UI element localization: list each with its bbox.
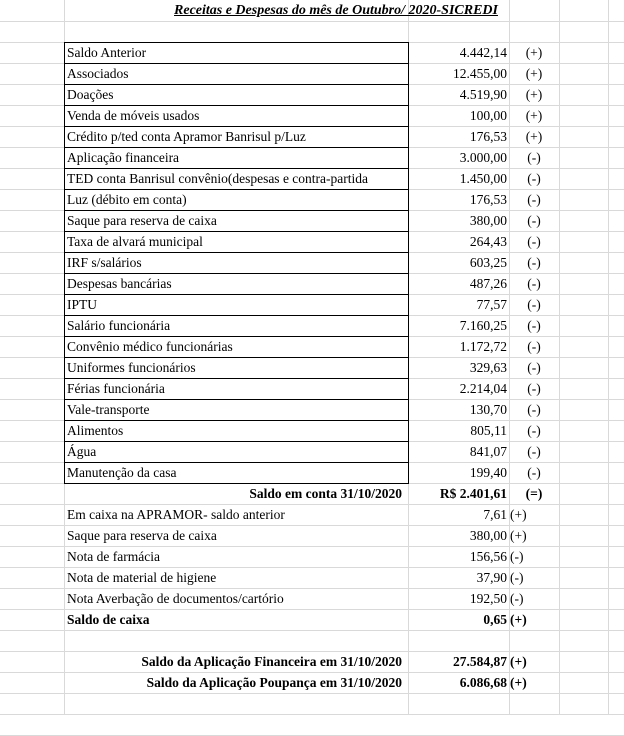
value-cell: 329,63 (469, 360, 507, 375)
sign-cell: (-) (527, 465, 541, 480)
value-cell: 100,00 (469, 108, 507, 123)
value-cell: 603,25 (469, 255, 507, 270)
table-row (0, 231, 624, 252)
description-cell: Manutenção da casa (67, 465, 177, 480)
value-cell: 37,90 (476, 570, 507, 585)
table-row (0, 126, 624, 147)
table-row (0, 189, 624, 210)
description-cell: Saldo em conta 31/10/2020 (249, 486, 402, 501)
value-cell: 1.450,00 (459, 171, 507, 186)
sign-cell: (+) (510, 654, 527, 669)
grid-row-line (0, 693, 624, 694)
table-row (0, 441, 624, 462)
description-cell: Nota Averbação de documentos/cartório (67, 591, 284, 606)
description-cell: Venda de móveis usados (67, 108, 200, 123)
table-row (0, 168, 624, 189)
sign-cell: (-) (527, 297, 541, 312)
table-row (0, 105, 624, 126)
description-cell: Saldo da Aplicação Poupança em 31/10/2020 (146, 675, 402, 690)
sign-cell: (-) (527, 192, 541, 207)
description-cell: Em caixa na APRAMOR- saldo anterior (67, 507, 285, 522)
sign-cell: (+) (525, 129, 543, 144)
description-cell: Doações (67, 87, 114, 102)
sign-cell: (-) (527, 318, 541, 333)
description-cell: Salário funcionária (67, 318, 171, 333)
value-cell: 130,70 (469, 402, 507, 417)
sign-cell: (+) (525, 108, 543, 123)
description-cell: Saque para reserva de caixa (67, 213, 217, 228)
table-row (0, 252, 624, 273)
description-cell: Saldo Anterior (67, 45, 147, 60)
table-row (0, 315, 624, 336)
description-cell: Uniformes funcionários (67, 360, 196, 375)
table-row (0, 357, 624, 378)
value-cell: 4.519,90 (459, 87, 507, 102)
table-row (0, 378, 624, 399)
description-cell: Aplicação financeira (67, 150, 180, 165)
table-row (0, 63, 624, 84)
sign-cell: (-) (527, 423, 541, 438)
value-cell: 176,53 (469, 129, 507, 144)
description-cell: TED conta Banrisul convênio(despesas e contra-partida (67, 171, 369, 186)
grid-row-line (0, 630, 624, 631)
value-cell: 7,61 (483, 507, 507, 522)
grid-row-line (0, 21, 624, 22)
sign-cell: (-) (527, 402, 541, 417)
sign-cell: (-) (510, 591, 524, 606)
sign-cell: (-) (527, 255, 541, 270)
sign-cell: (-) (527, 360, 541, 375)
sign-cell: (-) (527, 381, 541, 396)
value-cell: 7.160,25 (459, 318, 507, 333)
caixa-row (0, 588, 624, 609)
table-row (0, 210, 624, 231)
sign-cell: (+) (510, 675, 527, 690)
table-row (0, 399, 624, 420)
value-cell: 264,43 (469, 234, 507, 249)
sign-cell: (-) (527, 171, 541, 186)
description-cell: IRF s/salários (67, 255, 142, 270)
table-row (0, 273, 624, 294)
caixa-row (0, 525, 624, 546)
saldo-conta-row (0, 483, 624, 504)
description-cell: Crédito p/ted conta Apramor Banrisul p/Luz (67, 129, 306, 144)
table-row (0, 147, 624, 168)
value-cell: 380,00 (469, 528, 507, 543)
description-cell: Alimentos (67, 423, 124, 438)
sign-cell: (-) (527, 213, 541, 228)
table-row (0, 42, 624, 63)
aplicacao-poupanca-row (0, 672, 624, 693)
value-cell: 4.442,14 (459, 45, 507, 60)
value-cell: 199,40 (469, 465, 507, 480)
value-cell: R$ 2.401,61 (439, 486, 507, 501)
value-cell: 176,53 (469, 192, 507, 207)
saldo-caixa-row (0, 609, 624, 630)
description-cell: Nota de farmácia (67, 549, 160, 564)
value-cell: 841,07 (469, 444, 507, 459)
value-cell: 12.455,00 (453, 66, 507, 81)
sign-cell: (-) (510, 549, 524, 564)
sign-cell: (+) (525, 87, 543, 102)
value-cell: 192,50 (469, 591, 507, 606)
table-row (0, 294, 624, 315)
description-cell: Despesas bancárias (67, 276, 172, 291)
value-cell: 0,65 (483, 612, 507, 627)
value-cell: 380,00 (469, 213, 507, 228)
description-cell: Férias funcionária (67, 381, 165, 396)
description-cell: Taxa de alvará municipal (67, 234, 203, 249)
value-cell: 2.214,04 (459, 381, 507, 396)
description-cell: Associados (67, 66, 129, 81)
description-cell: Nota de material de higiene (67, 570, 217, 585)
sign-cell: (+) (525, 66, 543, 81)
page-title: Receitas e Despesas do mês de Outubro/ 2020-SICREDI (174, 3, 498, 18)
sign-cell: (+) (510, 528, 527, 543)
description-cell: Luz (débito em conta) (67, 192, 187, 207)
sign-cell: (+) (510, 612, 527, 627)
sign-cell: (-) (527, 444, 541, 459)
table-row (0, 84, 624, 105)
value-cell: 77,57 (476, 297, 507, 312)
sign-cell: (-) (510, 570, 524, 585)
sign-cell: (-) (527, 276, 541, 291)
description-cell: Vale-transporte (67, 402, 150, 417)
value-cell: 1.172,72 (459, 339, 507, 354)
table-row (0, 462, 624, 483)
caixa-row (0, 546, 624, 567)
description-cell: IPTU (67, 297, 97, 312)
sign-cell: (-) (527, 234, 541, 249)
sign-cell: (-) (527, 339, 541, 354)
sign-cell: (+) (525, 45, 543, 60)
table-row (0, 420, 624, 441)
value-cell: 805,11 (470, 423, 507, 438)
sign-cell: (=) (525, 486, 543, 501)
description-cell: Convênio médico funcionárias (67, 339, 233, 354)
description-cell: Saque para reserva de caixa (67, 528, 217, 543)
sign-cell: (+) (510, 507, 527, 522)
value-cell: 156,56 (469, 549, 507, 564)
caixa-row (0, 567, 624, 588)
value-cell: 3.000,00 (459, 150, 507, 165)
aplicacao-financeira-row (0, 651, 624, 672)
caixa-row (0, 504, 624, 525)
value-cell: 27.584,87 (453, 654, 507, 669)
sign-cell: (-) (527, 150, 541, 165)
value-cell: 487,26 (469, 276, 507, 291)
description-cell: Água (67, 444, 97, 459)
description-cell: Saldo de caixa (67, 612, 150, 627)
table-row (0, 336, 624, 357)
value-cell: 6.086,68 (459, 675, 507, 690)
description-cell: Saldo da Aplicação Financeira em 31/10/2020 (141, 654, 402, 669)
